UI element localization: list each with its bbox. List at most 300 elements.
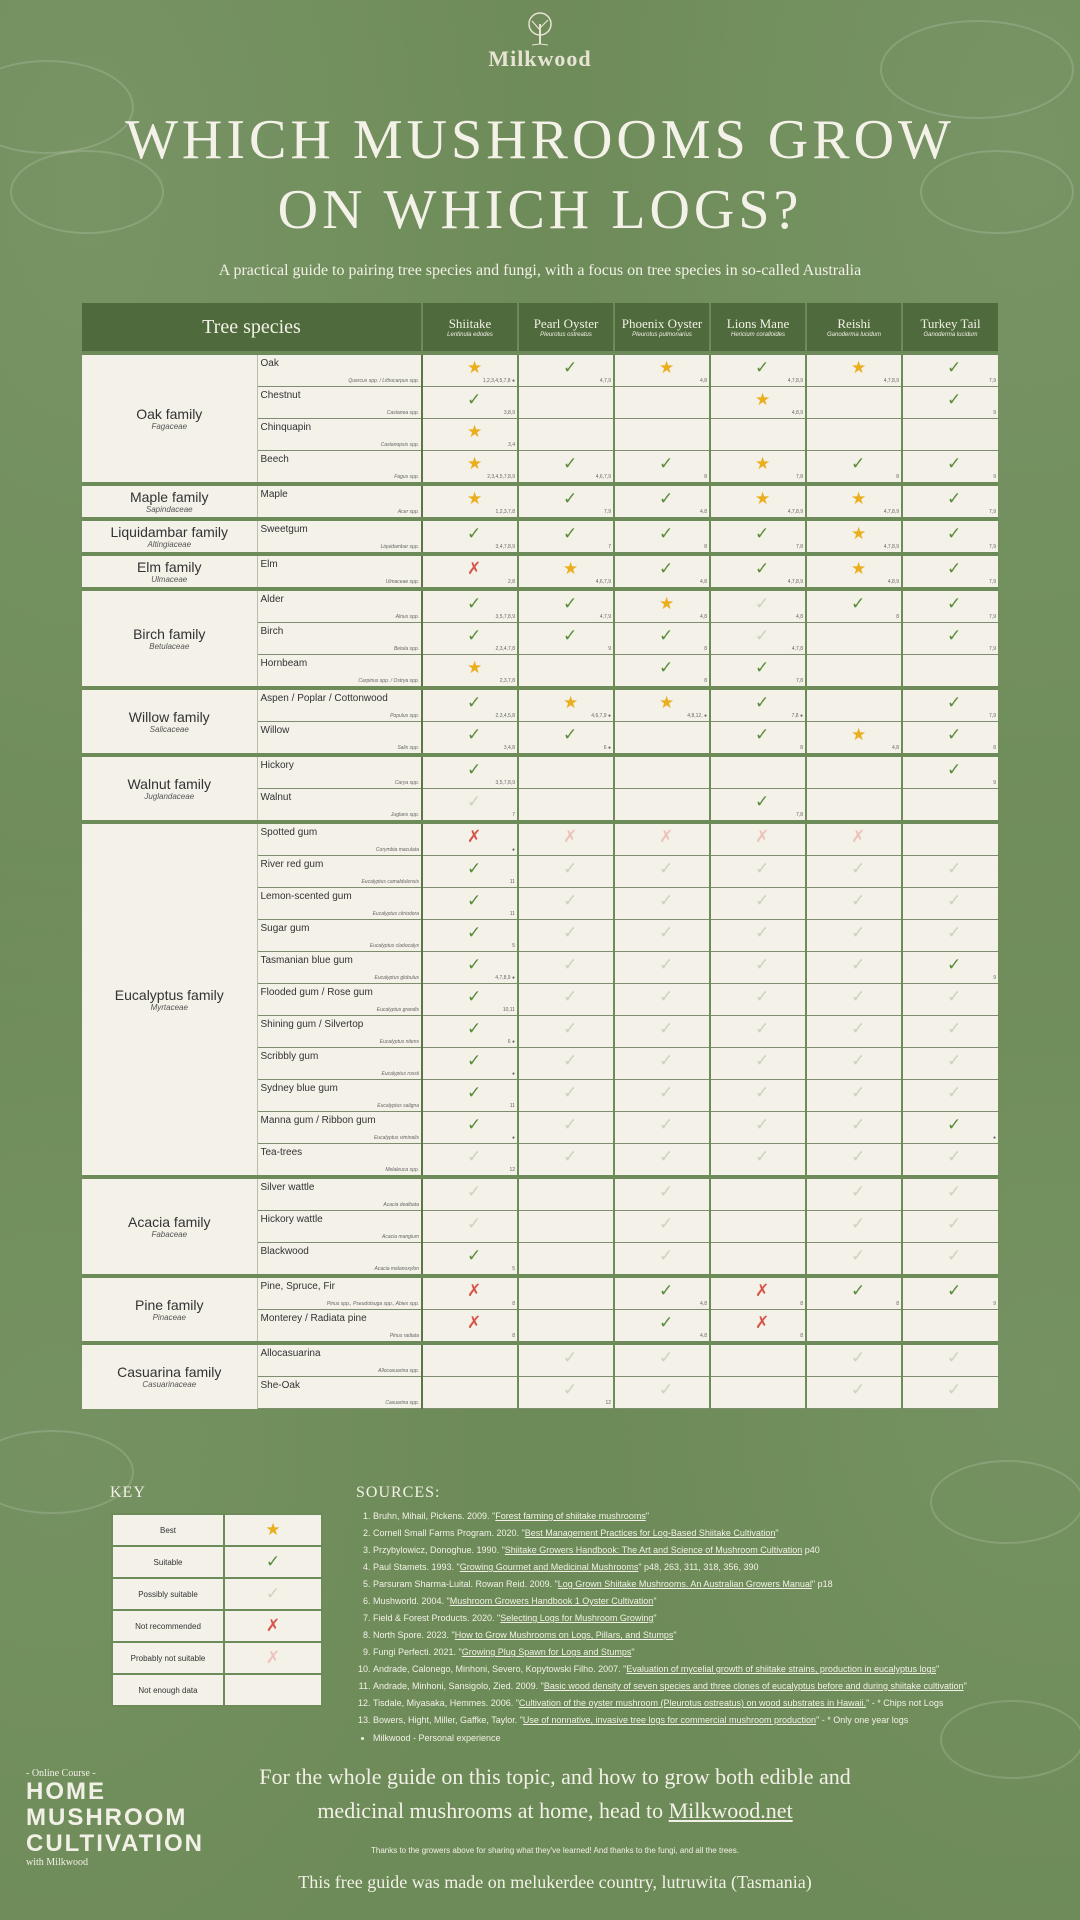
- source-refs: 4,7,8,9: [883, 544, 899, 550]
- family-name: Pine family: [135, 1297, 204, 1313]
- rating-cell: [710, 722, 806, 756]
- rating-cell: [518, 353, 614, 387]
- source-refs: 7,8: [796, 812, 803, 818]
- rating-cell: [902, 856, 998, 888]
- rating-cell: [614, 789, 710, 823]
- rating-cell: [614, 952, 710, 984]
- source-refs: 4,8: [892, 745, 899, 751]
- tree-cell: [257, 1310, 422, 1344]
- tree-latin: Carpinus spp. / Ostrya spp.: [358, 678, 419, 684]
- check-icon: ✓: [755, 725, 770, 744]
- tree-latin: Castanea spp.: [386, 410, 419, 416]
- family-latin: Fagaceae: [151, 422, 188, 431]
- tree-name: Elm: [260, 559, 278, 570]
- source-refs: 8: [896, 614, 899, 620]
- rating-cell: [902, 1080, 998, 1112]
- check-icon: ✓: [851, 454, 866, 473]
- rating-cell: [806, 1276, 902, 1310]
- cross-icon: ✗: [467, 1313, 482, 1332]
- tree-cell: [257, 856, 422, 888]
- tree-cell: [257, 1112, 422, 1144]
- source-refs: 7,9: [989, 646, 996, 652]
- check-icon: ✓: [659, 489, 674, 508]
- key-row: [112, 1546, 322, 1578]
- cross-faint-icon: ✗: [265, 1648, 281, 1667]
- cross-faint-icon: ✗: [659, 827, 674, 846]
- family-latin: Betulaceae: [149, 642, 190, 651]
- rating-cell: [710, 1016, 806, 1048]
- check-icon: ✓: [947, 760, 962, 779]
- rating-cell: [806, 623, 902, 655]
- rating-cell: [422, 984, 518, 1016]
- logo-text: Milkwood: [488, 46, 592, 71]
- rating-cell: [710, 655, 806, 689]
- source-refs: 8: [896, 474, 899, 480]
- rating-cell: [710, 1144, 806, 1178]
- rating-cell: [710, 451, 806, 485]
- rating-cell: [422, 856, 518, 888]
- family-name: Acacia family: [128, 1214, 211, 1230]
- check-icon: ✓: [947, 1115, 962, 1134]
- key-symbol-cell: [224, 1610, 322, 1642]
- family-name: Birch family: [133, 626, 206, 642]
- source-refs: 7,9: [989, 509, 996, 515]
- source-text: ": [673, 1630, 677, 1640]
- rating-cell: [902, 1112, 998, 1144]
- rating-cell: [710, 387, 806, 419]
- key-label: Not recommended: [112, 1610, 224, 1642]
- rating-cell: [806, 554, 902, 589]
- tree-name: Hickory wattle: [260, 1214, 323, 1225]
- family-group: [82, 554, 998, 589]
- source-link[interactable]: Use of nonnative, invasive tree logs for commercial mushroom production: [522, 1715, 817, 1725]
- check-faint-icon: ✓: [659, 1147, 674, 1166]
- source-refs: 7,8 ●: [791, 713, 803, 719]
- check-faint-icon: ✓: [563, 1115, 578, 1134]
- species-header: Shiitake Lentinula edodes: [422, 303, 518, 353]
- source-refs: ●: [511, 847, 515, 853]
- tree-latin: Populus spp.: [390, 713, 419, 719]
- source-refs: 11: [509, 1103, 515, 1109]
- family-cell: [82, 822, 257, 1177]
- thanks-note: Thanks to the growers above for sharing what they've learned! And thanks to the fungi, and all the trees.: [371, 1846, 739, 1855]
- rating-cell: [614, 1211, 710, 1243]
- source-refs: 11: [509, 879, 515, 885]
- source-text: " p18: [811, 1579, 833, 1589]
- rating-cell: [902, 755, 998, 789]
- tree-latin: Eucalyptus saligna: [377, 1103, 419, 1109]
- key-symbol-cell: [224, 1514, 322, 1546]
- course-title-2: MUSHROOM: [26, 1804, 188, 1831]
- source-refs: 3,5,7,8,9: [495, 614, 515, 620]
- rating-cell: [806, 789, 902, 823]
- check-faint-icon: ✓: [947, 1147, 962, 1166]
- rating-cell: [806, 1112, 902, 1144]
- rating-cell: [806, 655, 902, 689]
- rating-cell: [902, 554, 998, 589]
- check-icon: ✓: [659, 658, 674, 677]
- tree-latin: Eucalyptus globulus: [374, 975, 419, 981]
- source-refs: 7: [512, 812, 515, 818]
- tree-icon: [520, 12, 560, 46]
- check-faint-icon: ✓: [659, 955, 674, 974]
- source-link[interactable]: How to Grow Mushrooms on Logs, Pillars, and Stumps: [454, 1630, 674, 1640]
- source-link[interactable]: Mushroom Growers Handbook 1 Oyster Cultivation: [449, 1596, 654, 1606]
- star-icon: ★: [563, 693, 579, 712]
- cross-faint-icon: ✗: [851, 827, 866, 846]
- cross-icon: ✗: [467, 1281, 482, 1300]
- tree-latin: Eucalyptus viminalis: [373, 1135, 419, 1141]
- source-item: [373, 1695, 1023, 1712]
- tree-cell: [257, 387, 422, 419]
- tree-cell: [257, 920, 422, 952]
- family-latin: Fabaceae: [151, 1230, 188, 1239]
- family-name: Maple family: [129, 489, 209, 505]
- course-title-3: CULTIVATION: [26, 1830, 204, 1857]
- rating-cell: [710, 888, 806, 920]
- check-icon: ✓: [947, 489, 962, 508]
- check-faint-icon: ✓: [947, 1246, 962, 1265]
- family-latin: Sapindaceae: [145, 505, 193, 514]
- rating-cell: [710, 623, 806, 655]
- rating-cell: [710, 789, 806, 823]
- source-link[interactable]: Log Grown Shiitake Mushrooms. An Australian Growers Manual: [557, 1579, 812, 1589]
- rating-cell: [902, 722, 998, 756]
- rating-cell: [902, 952, 998, 984]
- rating-cell: [710, 1377, 806, 1409]
- tree-cell: [257, 1177, 422, 1211]
- rating-cell: [710, 1310, 806, 1344]
- page-title: WHICH MUSHROOMS GROW ON WHICH LOGS?: [125, 109, 955, 241]
- rating-cell: [518, 888, 614, 920]
- table-row: [82, 484, 998, 519]
- rating-cell: [614, 888, 710, 920]
- tree-latin: Allocasuarina spp.: [378, 1368, 419, 1374]
- check-faint-icon: ✓: [467, 1214, 482, 1233]
- check-icon: ✓: [467, 760, 482, 779]
- check-faint-icon: ✓: [563, 1348, 578, 1367]
- key-label: Probably not suitable: [112, 1642, 224, 1674]
- family-cell: [82, 1343, 257, 1409]
- check-icon: ✓: [467, 693, 482, 712]
- tree-cell: [257, 623, 422, 655]
- rating-cell: [614, 519, 710, 554]
- rating-cell: [806, 1377, 902, 1409]
- source-text: Przybylowicz, Donoghue. 1990. ": [373, 1545, 505, 1555]
- rating-cell: [422, 484, 518, 519]
- source-text: North Spore. 2023. ": [373, 1630, 455, 1640]
- check-icon: ✓: [563, 358, 578, 377]
- rating-cell: [518, 623, 614, 655]
- rating-cell: [422, 1243, 518, 1277]
- tree-cell: [257, 984, 422, 1016]
- rating-cell: [806, 1343, 902, 1377]
- check-faint-icon: ✓: [755, 987, 770, 1006]
- key-title: KEY: [110, 1484, 146, 1501]
- rating-cell: [614, 1276, 710, 1310]
- rating-cell: [422, 1144, 518, 1178]
- rating-cell: [518, 822, 614, 856]
- check-icon: ✓: [467, 859, 482, 878]
- table-row: [82, 554, 998, 589]
- source-refs: 7,9: [989, 614, 996, 620]
- star-icon: ★: [755, 390, 771, 409]
- rating-cell: [518, 1243, 614, 1277]
- table-row: [82, 519, 998, 554]
- source-link[interactable]: Shiitake Growers Handbook: The Art and Science of Mushroom Cultivation: [504, 1545, 803, 1555]
- tree-name: River red gum: [260, 859, 324, 870]
- table-row: [82, 1276, 998, 1310]
- check-icon: ✓: [947, 454, 962, 473]
- check-faint-icon: ✓: [755, 1051, 770, 1070]
- tree-name: Scribbly gum: [260, 1051, 319, 1062]
- rating-cell: [422, 589, 518, 623]
- rating-cell: [518, 419, 614, 451]
- check-icon: ✓: [467, 923, 482, 942]
- source-link[interactable]: Best Management Practices for Log-Based Shiitake Cultivation: [524, 1528, 776, 1538]
- check-icon: ✓: [659, 454, 674, 473]
- check-icon: ✓: [467, 1051, 482, 1070]
- rating-cell: [518, 1276, 614, 1310]
- key-label: Best: [112, 1514, 224, 1546]
- source-text: " - * Only one year logs: [816, 1715, 909, 1725]
- family-latin: Juglandaceae: [144, 792, 195, 801]
- check-faint-icon: ✓: [947, 923, 962, 942]
- tree-latin: Carya spp.: [394, 780, 419, 786]
- tree-cell: [257, 1276, 422, 1310]
- rating-cell: [902, 419, 998, 451]
- family-latin: Salicaceae: [149, 725, 189, 734]
- rating-cell: [710, 1112, 806, 1144]
- source-item: [373, 1661, 1023, 1678]
- table-row: [82, 755, 998, 789]
- rating-cell: [518, 1343, 614, 1377]
- rating-cell: [902, 353, 998, 387]
- source-refs: 4,8,12, ●: [687, 713, 707, 719]
- source-refs: 3,4: [508, 442, 515, 448]
- source-refs: 11: [509, 911, 515, 917]
- star-icon: ★: [467, 422, 483, 441]
- source-refs: 4,7,8,9: [883, 509, 899, 515]
- rating-cell: [518, 484, 614, 519]
- rating-cell: [422, 952, 518, 984]
- source-link[interactable]: Evaluation of mycelial growth of shiitake strains, production in eucalyptus logs: [626, 1664, 937, 1674]
- tree-latin: Casuarina spp.: [385, 1400, 419, 1406]
- check-faint-icon: ✓: [563, 859, 578, 878]
- check-faint-icon: ✓: [467, 1147, 482, 1166]
- family-group: [82, 1343, 998, 1409]
- family-name: Oak family: [136, 406, 203, 422]
- rating-cell: [614, 484, 710, 519]
- source-text: ": [653, 1613, 657, 1623]
- key-row: [112, 1642, 322, 1674]
- source-refs: 7,9: [989, 378, 996, 384]
- tree-latin: Eucalyptus grandis: [376, 1007, 419, 1013]
- course-byline: with Milkwood: [26, 1857, 88, 1868]
- source-refs: ●: [511, 1071, 515, 1077]
- source-text: Tisdale, Miyasaka, Hemmes. 2006. ": [373, 1698, 519, 1708]
- key-symbol-cell: [224, 1642, 322, 1674]
- check-icon: ✓: [467, 1019, 482, 1038]
- rating-cell: [902, 984, 998, 1016]
- table-row: [82, 589, 998, 623]
- rating-cell: [710, 920, 806, 952]
- source-link[interactable]: Selecting Logs for Mushroom Growing: [500, 1613, 654, 1623]
- check-faint-icon: ✓: [851, 1083, 866, 1102]
- check-faint-icon: ✓: [755, 1019, 770, 1038]
- rating-cell: [902, 1310, 998, 1344]
- source-refs: 9: [993, 474, 996, 480]
- rating-cell: [614, 1144, 710, 1178]
- rating-cell: [902, 519, 998, 554]
- check-faint-icon: ✓: [563, 923, 578, 942]
- tree-latin: Eucalyptus camaldulensis: [361, 879, 419, 885]
- source-link[interactable]: Basic wood density of seven species and three clones of eucalyptus before and during shiitake cultivation: [543, 1681, 964, 1691]
- rating-cell: [614, 589, 710, 623]
- rating-cell: [710, 952, 806, 984]
- check-icon: ✓: [947, 390, 962, 409]
- tree-name: Hickory: [260, 760, 294, 771]
- star-icon: ★: [755, 454, 771, 473]
- rating-cell: [806, 822, 902, 856]
- source-text: Fungi Perfecti. 2021. ": [373, 1647, 462, 1657]
- source-refs: 4,6,7,9: [595, 474, 611, 480]
- check-icon: ✓: [755, 524, 770, 543]
- tree-name: Oak: [260, 358, 279, 369]
- check-faint-icon: ✓: [851, 859, 866, 878]
- check-faint-icon: ✓: [947, 1182, 962, 1201]
- source-refs: ●: [511, 1135, 515, 1141]
- check-faint-icon: ✓: [755, 626, 770, 645]
- rating-cell: [902, 1343, 998, 1377]
- rating-cell: [806, 888, 902, 920]
- rating-cell: [902, 623, 998, 655]
- key-table: [111, 1513, 323, 1707]
- tree-cell: [257, 1080, 422, 1112]
- source-refs: 10,11: [502, 1007, 515, 1013]
- tree-latin: Eucalyptus citriodora: [372, 911, 419, 917]
- rating-cell: [614, 1243, 710, 1277]
- rating-cell: [614, 387, 710, 419]
- rating-cell: [902, 484, 998, 519]
- family-cell: [82, 484, 257, 519]
- source-refs: 8: [512, 1301, 515, 1307]
- source-refs: 7,8: [796, 474, 803, 480]
- rating-cell: [422, 1310, 518, 1344]
- source-text: Andrade, Minhoni, Sansigolo, Zied. 2009. ": [373, 1681, 544, 1691]
- check-faint-icon: ✓: [563, 1147, 578, 1166]
- rating-cell: [518, 688, 614, 722]
- check-faint-icon: ✓: [755, 1115, 770, 1134]
- check-faint-icon: ✓: [851, 1348, 866, 1367]
- source-refs: 4,8: [700, 509, 707, 515]
- source-link[interactable]: Growing Plug Spawn for Logs and Stumps: [461, 1647, 632, 1657]
- source-refs: 8: [896, 1301, 899, 1307]
- source-item: [373, 1712, 1023, 1729]
- source-refs: 2,3,7,8: [499, 678, 515, 684]
- rating-cell: [710, 822, 806, 856]
- source-refs: 7,8: [796, 678, 803, 684]
- tree-latin: Salix spp.: [397, 745, 419, 751]
- rating-cell: [710, 688, 806, 722]
- table-row: [82, 1343, 998, 1377]
- cross-icon: ✗: [467, 559, 482, 578]
- tree-name: Pine, Spruce, Fir: [260, 1281, 335, 1292]
- rating-cell: [422, 920, 518, 952]
- rating-cell: [422, 554, 518, 589]
- rating-cell: [902, 1276, 998, 1310]
- rating-cell: [614, 722, 710, 756]
- check-faint-icon: ✓: [659, 1019, 674, 1038]
- source-refs: 3,4,8: [503, 745, 515, 751]
- rating-cell: [518, 1377, 614, 1409]
- check-faint-icon: ✓: [947, 1019, 962, 1038]
- check-faint-icon: ✓: [563, 1380, 578, 1399]
- cross-icon: ✗: [755, 1313, 770, 1332]
- source-item: [373, 1610, 1023, 1627]
- check-faint-icon: ✓: [467, 792, 482, 811]
- tree-cell: [257, 1144, 422, 1178]
- source-link[interactable]: Forest farming of shiitake mushrooms: [495, 1511, 646, 1521]
- check-faint-icon: ✓: [563, 891, 578, 910]
- source-link[interactable]: Growing Gourmet and Medicinal Mushrooms: [459, 1562, 639, 1572]
- tree-name: She-Oak: [260, 1380, 300, 1391]
- rating-cell: [518, 1177, 614, 1211]
- country-acknowledgement: This free guide was made on melukerdee country, lutruwita (Tasmania): [298, 1872, 812, 1892]
- source-text: " p48, 263, 311, 318, 356, 390: [638, 1562, 759, 1572]
- tree-name: Blackwood: [260, 1246, 309, 1257]
- family-group: [82, 1177, 998, 1276]
- source-item: [373, 1627, 1023, 1644]
- rating-cell: [518, 856, 614, 888]
- source-link[interactable]: Cultivation of the oyster mushroom (Pleurotus ostreatus) on wood substrates in Hawaii.: [518, 1698, 867, 1708]
- rating-cell: [422, 353, 518, 387]
- cross-icon: ✗: [467, 827, 482, 846]
- star-icon: ★: [659, 594, 675, 613]
- source-refs: 4,8: [700, 1333, 707, 1339]
- rating-cell: [710, 984, 806, 1016]
- rating-cell: [806, 589, 902, 623]
- tree-latin: Acacia melanoxylon: [374, 1266, 419, 1272]
- rating-cell: [902, 920, 998, 952]
- tree-cell: [257, 722, 422, 756]
- check-icon: ✓: [659, 559, 674, 578]
- tree-name: Walnut: [260, 792, 292, 803]
- rating-cell: [518, 920, 614, 952]
- check-faint-icon: ✓: [851, 1214, 866, 1233]
- check-faint-icon: ✓: [851, 1019, 866, 1038]
- species-header: Lions Mane Hericium coralloides: [710, 303, 806, 353]
- rating-cell: [518, 1112, 614, 1144]
- source-refs: 8: [704, 646, 707, 652]
- species-header: Turkey Tail Ganoderma lucidum: [902, 303, 998, 353]
- source-refs: 8: [993, 745, 996, 751]
- key-symbol-cell: [224, 1546, 322, 1578]
- rating-cell: [518, 451, 614, 485]
- tree-cell: [257, 419, 422, 451]
- rating-cell: [422, 755, 518, 789]
- species-header: Phoenix Oyster Pleurotus pulmonarius: [614, 303, 710, 353]
- rating-cell: [710, 1211, 806, 1243]
- rating-cell: [902, 655, 998, 689]
- tree-latin: Fagus spp.: [394, 474, 419, 480]
- tree-name: Spotted gum: [260, 827, 318, 838]
- rating-cell: [902, 1211, 998, 1243]
- source-refs: 4,7,8,9: [787, 378, 803, 384]
- milkwood-link[interactable]: Milkwood.net: [668, 1798, 793, 1823]
- table-row: [82, 822, 998, 856]
- rating-cell: [518, 1048, 614, 1080]
